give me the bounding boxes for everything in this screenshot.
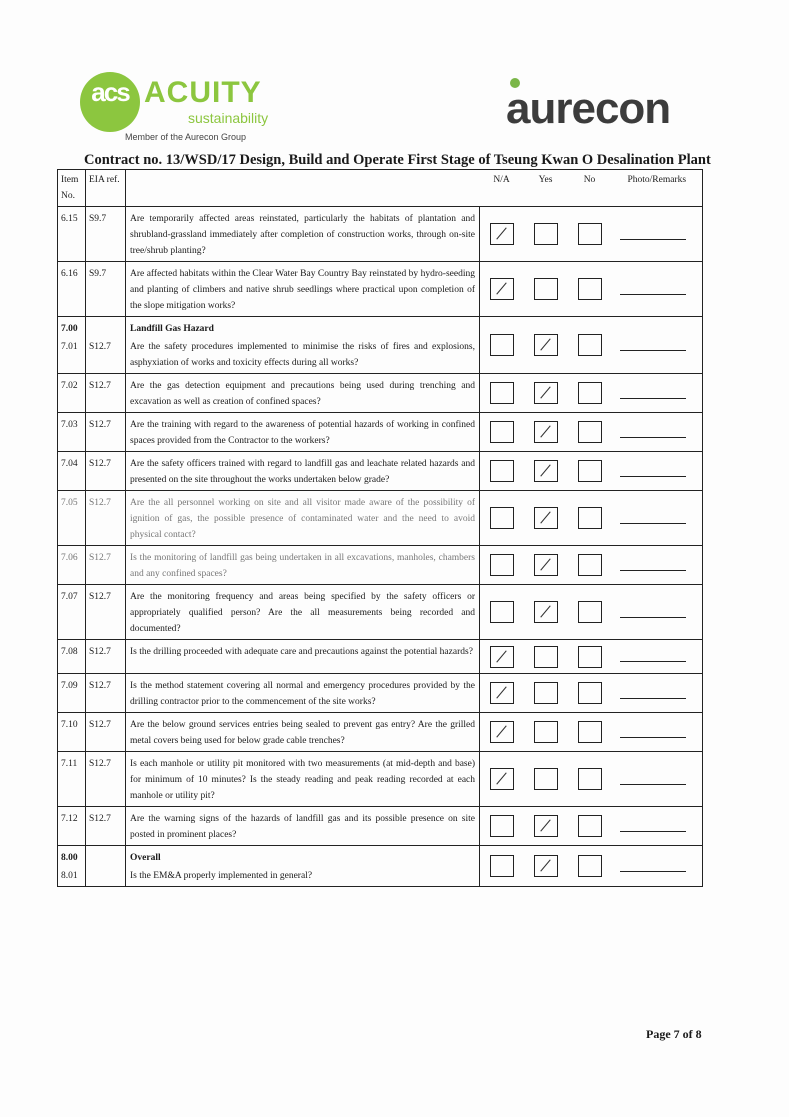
row-item-number: 7.12 <box>58 807 86 846</box>
table-row <box>58 452 703 491</box>
row-description <box>126 807 480 846</box>
section-heading: Overall <box>130 853 161 863</box>
page-number: Page 7 of 8 <box>646 1027 702 1041</box>
remarks-blank-line[interactable] <box>620 350 686 351</box>
na-checkbox[interactable] <box>490 815 514 837</box>
row-description <box>126 413 480 452</box>
yes-checkbox[interactable] <box>534 382 558 404</box>
cell-na <box>480 640 524 674</box>
cell-yes <box>524 807 568 846</box>
question-text: Is each manhole or utility pit monitored with two measurements (at mid-depth and base) for minimum of 10 minutes? Is the steady reading and peak reading recorded at each manhole or utility pit? <box>130 759 475 801</box>
cell-yes <box>524 752 568 807</box>
cell-yes <box>524 374 568 413</box>
yes-checkbox[interactable] <box>534 815 558 837</box>
row-description <box>126 546 480 585</box>
acuity-logo-mark <box>80 72 140 132</box>
remarks-cell <box>612 674 703 713</box>
cell-na <box>480 807 524 846</box>
section-number: 8.00 <box>61 853 78 863</box>
acuity-brand: ACUITY <box>144 76 262 109</box>
yes-checkbox[interactable] <box>534 334 558 356</box>
no-checkbox[interactable] <box>578 507 602 529</box>
cell-no <box>568 374 612 413</box>
yes-checkbox[interactable] <box>534 460 558 482</box>
cell-na <box>480 207 524 262</box>
row-eia-ref <box>86 846 126 887</box>
row-item-number: 7.10 <box>58 713 86 752</box>
row-item-number: 7.08 <box>58 640 86 674</box>
yes-checkbox[interactable] <box>534 554 558 576</box>
row-item-number: 7.09 <box>58 674 86 713</box>
table-row <box>58 374 703 413</box>
remarks-cell <box>612 262 703 317</box>
acuity-logo-mark-text: acs <box>91 77 129 107</box>
cell-no <box>568 585 612 640</box>
table-row <box>58 674 703 713</box>
sub-item-number: 8.01 <box>61 871 78 881</box>
cell-no <box>568 207 612 262</box>
cell-yes <box>524 317 568 374</box>
row-description <box>126 640 480 674</box>
contract-title: Contract no. 13/WSD/17 Design, Build and Operate First Stage of Tseung Kwan O Desalination Plant <box>84 152 711 168</box>
remarks-cell <box>612 585 703 640</box>
row-description <box>126 752 480 807</box>
remarks-cell <box>612 374 703 413</box>
col-eia-header: EIA ref. <box>86 170 126 207</box>
row-eia-ref: S12.7 <box>86 713 126 752</box>
cell-yes <box>524 713 568 752</box>
na-checkbox[interactable] <box>490 721 514 743</box>
remarks-blank-line[interactable] <box>620 661 686 662</box>
row-description <box>126 374 480 413</box>
no-checkbox[interactable] <box>578 278 602 300</box>
cell-yes <box>524 452 568 491</box>
row-description <box>126 674 480 713</box>
remarks-blank-line[interactable] <box>620 871 686 872</box>
row-description <box>126 491 480 546</box>
row-item-number: 7.04 <box>58 452 86 491</box>
remarks-blank-line[interactable] <box>620 398 686 399</box>
question-text: Are the below ground services entries being sealed to prevent gas entry? Are the grilled metal covers being used for below grade cable trenches? <box>130 720 475 746</box>
no-checkbox[interactable] <box>578 646 602 668</box>
question-text: Are the safety procedures implemented to minimise the risks of fires and explosions, asphyxiation of works and toxicity effects during all works? <box>130 342 475 368</box>
aurecon-logo <box>506 78 706 138</box>
cell-yes <box>524 262 568 317</box>
table-row <box>58 585 703 640</box>
cell-yes <box>524 207 568 262</box>
na-checkbox[interactable] <box>490 768 514 790</box>
no-checkbox[interactable] <box>578 382 602 404</box>
yes-checkbox[interactable] <box>534 507 558 529</box>
cell-yes <box>524 846 568 887</box>
cell-no <box>568 674 612 713</box>
table-row <box>58 207 703 262</box>
na-checkbox[interactable] <box>490 334 514 356</box>
cell-na <box>480 491 524 546</box>
yes-checkbox[interactable] <box>534 682 558 704</box>
remarks-cell <box>612 846 703 887</box>
yes-checkbox[interactable] <box>534 601 558 623</box>
section-number: 7.00 <box>61 324 78 334</box>
row-eia-ref: S12.7 <box>86 752 126 807</box>
cell-na <box>480 846 524 887</box>
remarks-cell <box>612 640 703 674</box>
question-text: Are the warning signs of the hazards of landfill gas and its possible presence on site posted in prominent places? <box>130 814 475 840</box>
yes-checkbox[interactable] <box>534 721 558 743</box>
table-header-row <box>58 170 703 207</box>
audit-checklist-table <box>57 169 703 887</box>
row-item-number: 6.15 <box>58 207 86 262</box>
cell-no <box>568 546 612 585</box>
remarks-blank-line[interactable] <box>620 437 686 438</box>
cell-yes <box>524 413 568 452</box>
table-row <box>58 846 703 887</box>
col-remarks-header: Photo/Remarks <box>612 170 703 207</box>
na-checkbox[interactable] <box>490 278 514 300</box>
row-eia-ref: S12.7 <box>86 413 126 452</box>
row-description <box>126 207 480 262</box>
row-eia-ref <box>86 317 126 374</box>
no-checkbox[interactable] <box>578 855 602 877</box>
table-row <box>58 546 703 585</box>
row-eia-ref: S12.7 <box>86 374 126 413</box>
sub-item-number: 7.01 <box>61 342 78 352</box>
na-checkbox[interactable] <box>490 460 514 482</box>
na-checkbox[interactable] <box>490 421 514 443</box>
remarks-cell <box>612 207 703 262</box>
remarks-blank-line[interactable] <box>620 294 686 295</box>
row-description <box>126 846 480 887</box>
yes-checkbox[interactable] <box>534 768 558 790</box>
cell-no <box>568 491 612 546</box>
row-description <box>126 713 480 752</box>
cell-no <box>568 317 612 374</box>
remarks-blank-line[interactable] <box>620 476 686 477</box>
cell-yes <box>524 585 568 640</box>
no-checkbox[interactable] <box>578 223 602 245</box>
no-checkbox[interactable] <box>578 721 602 743</box>
question-text: Is the method statement covering all normal and emergency procedures provided by the drilling contractor prior to the commencement of the site works? <box>130 681 475 707</box>
question-text: Are the training with regard to the awareness of potential hazards of working in confined spaces provided from the Contractor to the workers? <box>130 420 475 446</box>
na-checkbox[interactable] <box>490 507 514 529</box>
cell-no <box>568 846 612 887</box>
row-eia-ref: S12.7 <box>86 674 126 713</box>
row-item-number: 7.02 <box>58 374 86 413</box>
yes-checkbox[interactable] <box>534 421 558 443</box>
row-eia-ref: S12.7 <box>86 807 126 846</box>
question-text: Are the gas detection equipment and precautions being used during trenching and excavation as well as creation of confined spaces? <box>130 381 475 407</box>
question-text: Is the drilling proceeded with adequate care and precautions against the potential hazards? <box>130 647 473 657</box>
cell-no <box>568 752 612 807</box>
na-checkbox[interactable] <box>490 855 514 877</box>
col-item-header: Item No. <box>58 170 86 207</box>
row-description <box>126 262 480 317</box>
na-checkbox[interactable] <box>490 601 514 623</box>
remarks-blank-line[interactable] <box>620 523 686 524</box>
aurecon-wordmark: aurecon <box>506 84 671 133</box>
remarks-blank-line[interactable] <box>620 698 686 699</box>
remarks-cell <box>612 752 703 807</box>
remarks-blank-line[interactable] <box>620 784 686 785</box>
sub-eia-ref: S12.7 <box>89 342 111 352</box>
remarks-cell <box>612 713 703 752</box>
no-checkbox[interactable] <box>578 815 602 837</box>
cell-na <box>480 413 524 452</box>
remarks-blank-line[interactable] <box>620 831 686 832</box>
na-checkbox[interactable] <box>490 223 514 245</box>
row-item-number: 6.16 <box>58 262 86 317</box>
remarks-blank-line[interactable] <box>620 570 686 571</box>
col-na-header: N/A <box>480 170 524 207</box>
row-item-number: 7.06 <box>58 546 86 585</box>
cell-na <box>480 374 524 413</box>
row-description <box>126 452 480 491</box>
no-checkbox[interactable] <box>578 768 602 790</box>
table-row <box>58 413 703 452</box>
row-item-number: 7.05 <box>58 491 86 546</box>
cell-no <box>568 413 612 452</box>
yes-checkbox[interactable] <box>534 646 558 668</box>
question-text: Are temporarily affected areas reinstated, particularly the habitats of plantation and shrubland-grassland immediately after completion of construction works, through on-site tree/shrub planting? <box>130 214 475 256</box>
yes-checkbox[interactable] <box>534 223 558 245</box>
remarks-cell <box>612 317 703 374</box>
no-checkbox[interactable] <box>578 421 602 443</box>
remarks-blank-line[interactable] <box>620 239 686 240</box>
question-text: Are the all personnel working on site and all visitor made aware of the possibility of ignition of gas, the possible presence of contaminated water and the need to avoid physical contact? <box>130 498 475 540</box>
row-eia-ref: S12.7 <box>86 452 126 491</box>
row-item-number <box>58 846 86 887</box>
no-checkbox[interactable] <box>578 682 602 704</box>
question-text: Is the monitoring of landfill gas being undertaken in all excavations, manholes, chambers and any confined spaces? <box>130 553 475 579</box>
row-description <box>126 317 480 374</box>
row-item-number: 7.03 <box>58 413 86 452</box>
no-checkbox[interactable] <box>578 334 602 356</box>
cell-na <box>480 546 524 585</box>
cell-na <box>480 674 524 713</box>
col-yes-header: Yes <box>524 170 568 207</box>
na-checkbox[interactable] <box>490 554 514 576</box>
remarks-cell <box>612 413 703 452</box>
col-no-header: No <box>568 170 612 207</box>
row-eia-ref: S12.7 <box>86 640 126 674</box>
table-row <box>58 713 703 752</box>
na-checkbox[interactable] <box>490 382 514 404</box>
no-checkbox[interactable] <box>578 601 602 623</box>
remarks-cell <box>612 546 703 585</box>
cell-yes <box>524 546 568 585</box>
row-item-number: 7.11 <box>58 752 86 807</box>
cell-yes <box>524 674 568 713</box>
cell-na <box>480 713 524 752</box>
cell-no <box>568 807 612 846</box>
no-checkbox[interactable] <box>578 554 602 576</box>
remarks-cell <box>612 807 703 846</box>
acuity-logo <box>80 70 270 150</box>
row-eia-ref: S12.7 <box>86 585 126 640</box>
cell-yes <box>524 491 568 546</box>
acuity-member-line: Member of the Aurecon Group <box>125 132 247 142</box>
row-eia-ref: S12.7 <box>86 491 126 546</box>
remarks-cell <box>612 491 703 546</box>
row-eia-ref: S12.7 <box>86 546 126 585</box>
section-heading: Landfill Gas Hazard <box>130 324 214 334</box>
col-description-header <box>126 170 480 207</box>
cell-na <box>480 262 524 317</box>
cell-no <box>568 262 612 317</box>
question-text: Is the EM&A properly implemented in general? <box>130 871 313 881</box>
table-row <box>58 317 703 374</box>
yes-checkbox[interactable] <box>534 855 558 877</box>
question-text: Are the safety officers trained with regard to landfill gas and leachate related hazards and presented on the site throughout the works undertaken below grade? <box>130 459 475 485</box>
row-item-number: 7.07 <box>58 585 86 640</box>
cell-no <box>568 713 612 752</box>
table-row <box>58 491 703 546</box>
cell-na <box>480 752 524 807</box>
row-description <box>126 585 480 640</box>
question-text: Are affected habitats within the Clear Water Bay Country Bay reinstated by hydro-seeding and planting of climbers and native shrub seedlings where practical upon completion of the slope mitigation works? <box>130 269 475 311</box>
remarks-blank-line[interactable] <box>620 737 686 738</box>
question-text: Are the monitoring frequency and areas being specified by the safety officers or appropriately qualified person? Are the all measurements being recorded and documented? <box>130 592 475 634</box>
row-eia-ref: S9.7 <box>86 207 126 262</box>
table-row <box>58 807 703 846</box>
cell-no <box>568 640 612 674</box>
cell-na <box>480 317 524 374</box>
cell-na <box>480 452 524 491</box>
na-checkbox[interactable] <box>490 682 514 704</box>
table-row <box>58 262 703 317</box>
cell-na <box>480 585 524 640</box>
cell-no <box>568 452 612 491</box>
acuity-sub: sustainability <box>188 110 269 126</box>
table-row <box>58 640 703 674</box>
remarks-blank-line[interactable] <box>620 617 686 618</box>
row-eia-ref: S9.7 <box>86 262 126 317</box>
cell-yes <box>524 640 568 674</box>
row-item-number <box>58 317 86 374</box>
remarks-cell <box>612 452 703 491</box>
table-row <box>58 752 703 807</box>
na-checkbox[interactable] <box>490 646 514 668</box>
yes-checkbox[interactable] <box>534 278 558 300</box>
no-checkbox[interactable] <box>578 460 602 482</box>
